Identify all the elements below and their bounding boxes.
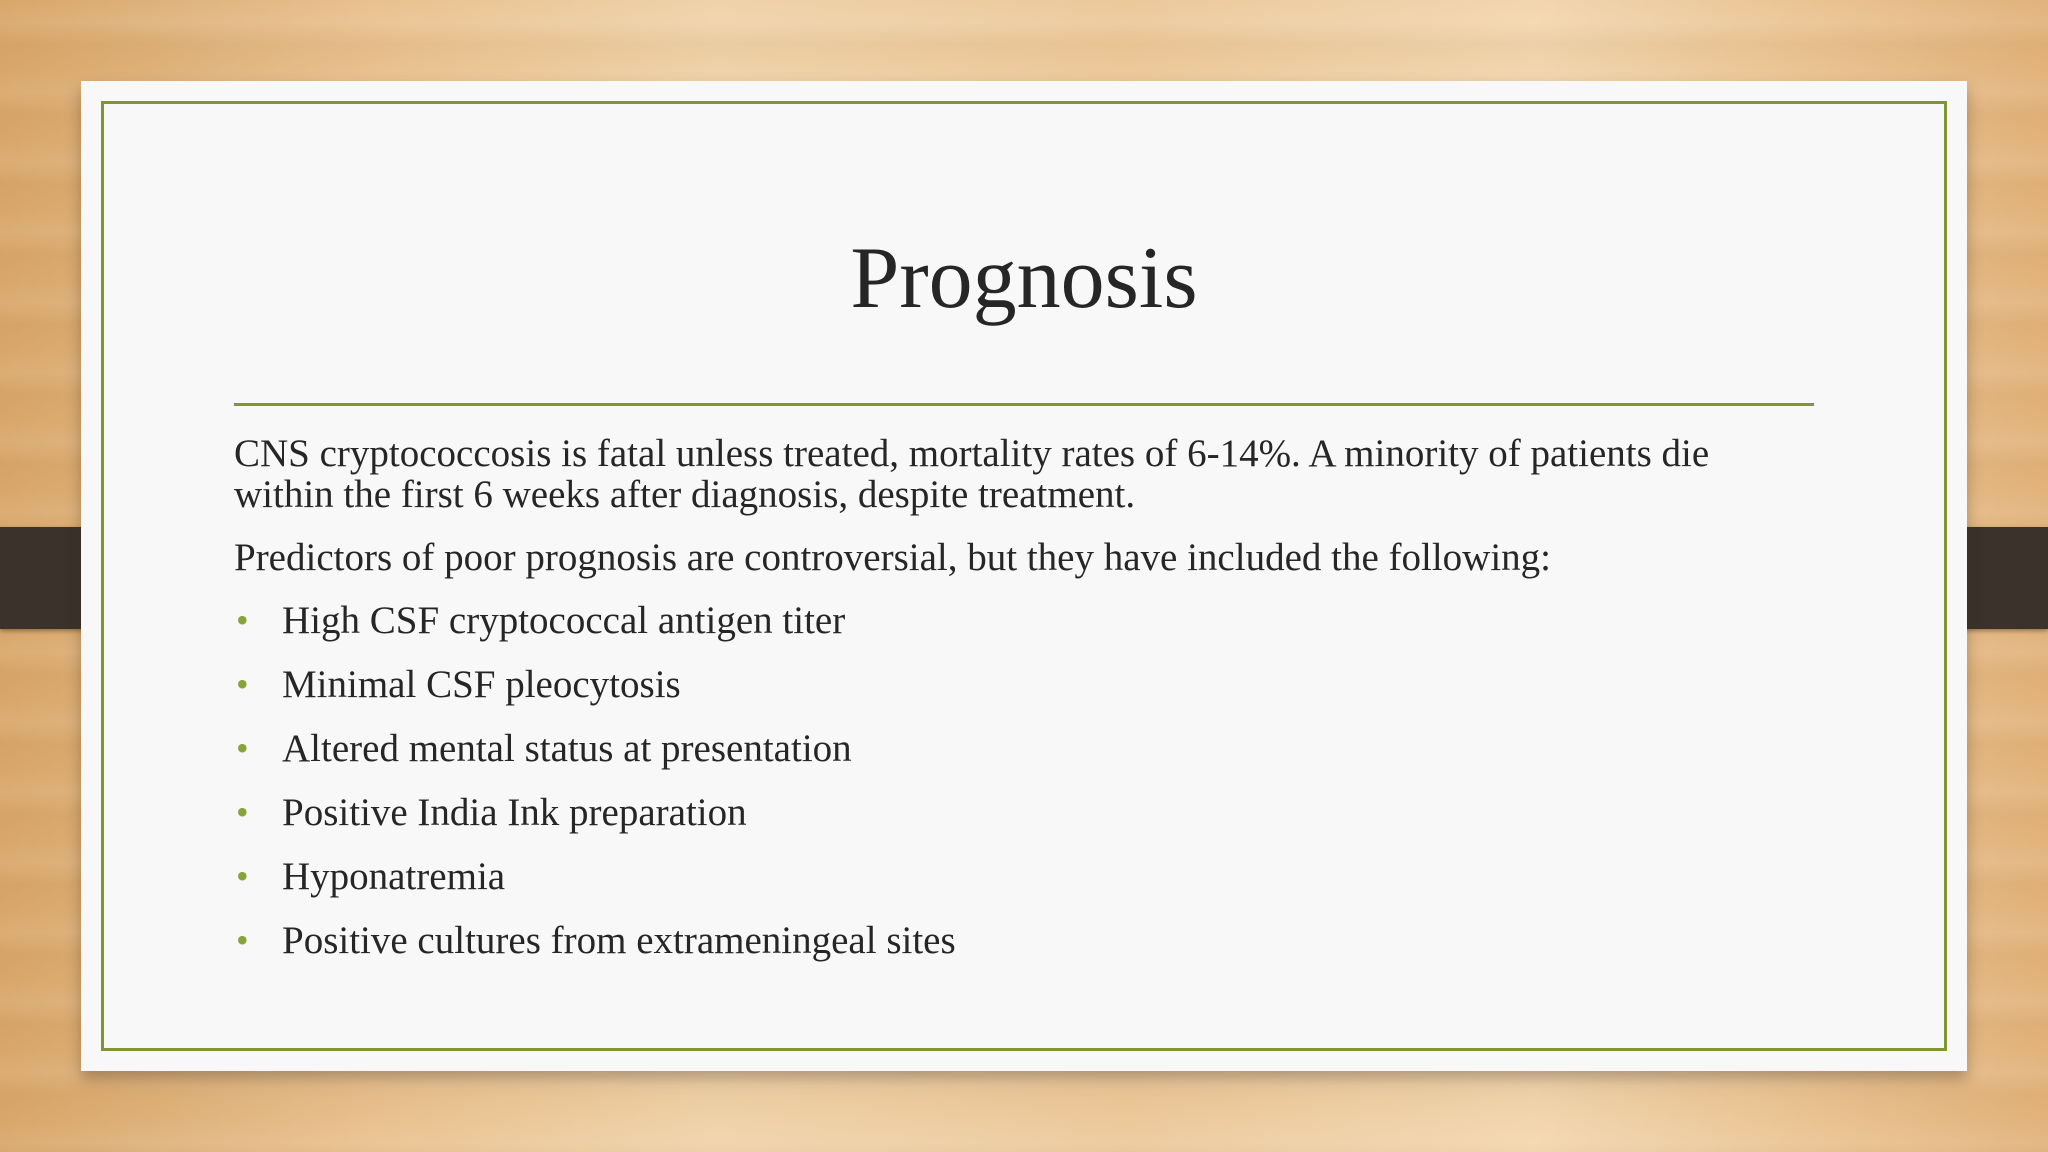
list-item-text: Positive India Ink preparation xyxy=(282,791,747,834)
list-item-text: Positive cultures from extrameningeal sites xyxy=(282,919,956,962)
slide-title: Prognosis xyxy=(850,230,1198,327)
list-item xyxy=(234,792,1814,856)
bullet-dot-icon: • xyxy=(236,792,249,832)
list-item-text: High CSF cryptococcal antigen titer xyxy=(282,599,846,642)
bullet-dot-icon: • xyxy=(236,664,249,704)
list-item xyxy=(234,600,1814,664)
list-item xyxy=(234,856,1814,920)
list-item xyxy=(234,728,1814,792)
predictors-paragraph: Predictors of poor prognosis are controversial, but they have included the following: xyxy=(234,536,1552,579)
intro-paragraph: CNS cryptococcosis is fatal unless treated, mortality rates of 6-14%. A minority of patients die within the first 6 weeks after diagnosis, despite treatment. xyxy=(234,432,1710,516)
list-item-text: Altered mental status at presentation xyxy=(282,727,852,770)
bullet-dot-icon: • xyxy=(236,920,249,960)
list-item-text: Hyponatremia xyxy=(282,855,506,898)
bullet-dot-icon: • xyxy=(236,856,249,896)
slide-body xyxy=(234,433,1814,984)
list-item xyxy=(234,664,1814,728)
list-item xyxy=(234,920,1814,984)
bullet-dot-icon: • xyxy=(236,600,249,640)
predictor-list xyxy=(234,600,1814,984)
bullet-dot-icon: • xyxy=(236,728,249,768)
slide-paper xyxy=(81,81,1967,1071)
list-item-text: Minimal CSF pleocytosis xyxy=(282,663,681,706)
title-divider xyxy=(234,403,1814,406)
